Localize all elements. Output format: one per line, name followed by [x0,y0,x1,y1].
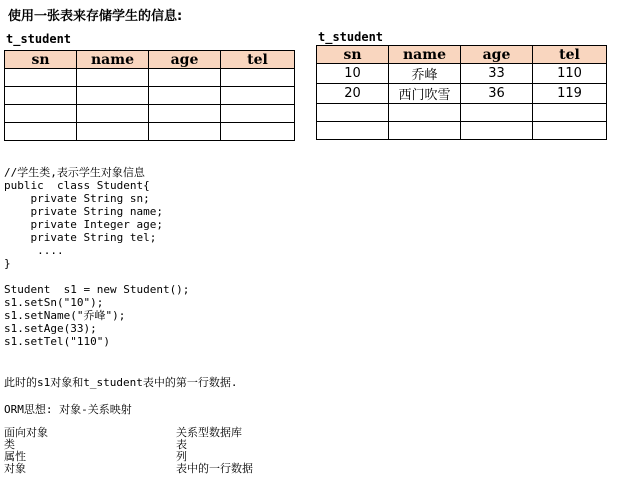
code-line: private String sn; [4,192,150,205]
table-cell [389,104,461,122]
right-student-table [316,45,607,140]
page-heading: 使用一张表来存储学生的信息: [8,9,183,24]
table-row [5,69,295,87]
note-s1-first-row: 此时的s1对象和t_student表中的第一行数据. [4,376,238,389]
code-line: .... [4,244,64,257]
code-line: s1.setAge(33); [4,322,97,335]
code-line: public class Student{ [4,179,150,192]
table-cell [77,87,149,105]
code-line: Student s1 = new Student(); [4,283,190,296]
table-cell [533,122,607,140]
left-student-table [4,50,295,141]
mapping-object-term: 对象 [4,462,26,475]
code-line: s1.setName("乔峰"); [4,309,126,322]
mapping-relational-term: 关系型数据库 [176,426,242,439]
code-block [4,166,189,348]
table-cell [317,122,389,140]
table-cell [221,87,295,105]
code-line: private String tel; [4,231,157,244]
table-row [317,84,607,104]
table-cell [317,104,389,122]
table-cell: 20 [317,84,389,104]
code-line: s1.setSn("10"); [4,296,104,309]
column-header-age: age [461,46,533,64]
table-cell: 36 [461,84,533,104]
mapping-object-term: 属性 [4,450,26,463]
table-cell [5,123,77,141]
table-header-row [5,51,295,69]
table-cell [149,87,221,105]
table-cell [77,123,149,141]
table-row [317,64,607,84]
table-cell: 33 [461,64,533,84]
note-orm-concept: ORM思想: 对象-关系映射 [4,403,132,416]
table-cell: 西门吹雪 [389,84,461,104]
column-header-name: name [389,46,461,64]
code-line: private Integer age; [4,218,163,231]
table-cell [461,122,533,140]
column-header-tel: tel [221,51,295,69]
table-cell [533,104,607,122]
mapping-relational-term: 表 [176,438,187,451]
table-cell [5,69,77,87]
table-cell [77,105,149,123]
table-cell [149,123,221,141]
table-cell: 119 [533,84,607,104]
left-table-name: t_student [6,32,72,46]
table-cell [5,87,77,105]
table-cell [461,104,533,122]
table-row [5,105,295,123]
table-cell [149,69,221,87]
code-line: private String name; [4,205,163,218]
column-header-name: name [77,51,149,69]
table-row [317,104,607,122]
code-line: } [4,257,11,270]
mapping-object-term: 面向对象 [4,426,48,439]
table-cell: 乔峰 [389,64,461,84]
column-header-sn: sn [317,46,389,64]
code-line [4,270,189,283]
column-header-sn: sn [5,51,77,69]
table-row [5,123,295,141]
table-row [317,122,607,140]
table-cell [77,69,149,87]
table-cell [389,122,461,140]
mapping-object-term: 类 [4,438,15,451]
mapping-relational-term: 列 [176,450,187,463]
table-cell [5,105,77,123]
table-cell: 10 [317,64,389,84]
table-cell [221,105,295,123]
column-header-age: age [149,51,221,69]
table-cell [149,105,221,123]
code-line: s1.setTel("110") [4,335,110,348]
right-table-name: t_student [318,30,384,44]
table-cell: 110 [533,64,607,84]
column-header-tel: tel [533,46,607,64]
table-row [5,87,295,105]
table-cell [221,69,295,87]
code-line: //学生类,表示学生对象信息 [4,166,145,179]
table-header-row [317,46,607,64]
mapping-relational-term: 表中的一行数据 [176,462,253,475]
table-cell [221,123,295,141]
